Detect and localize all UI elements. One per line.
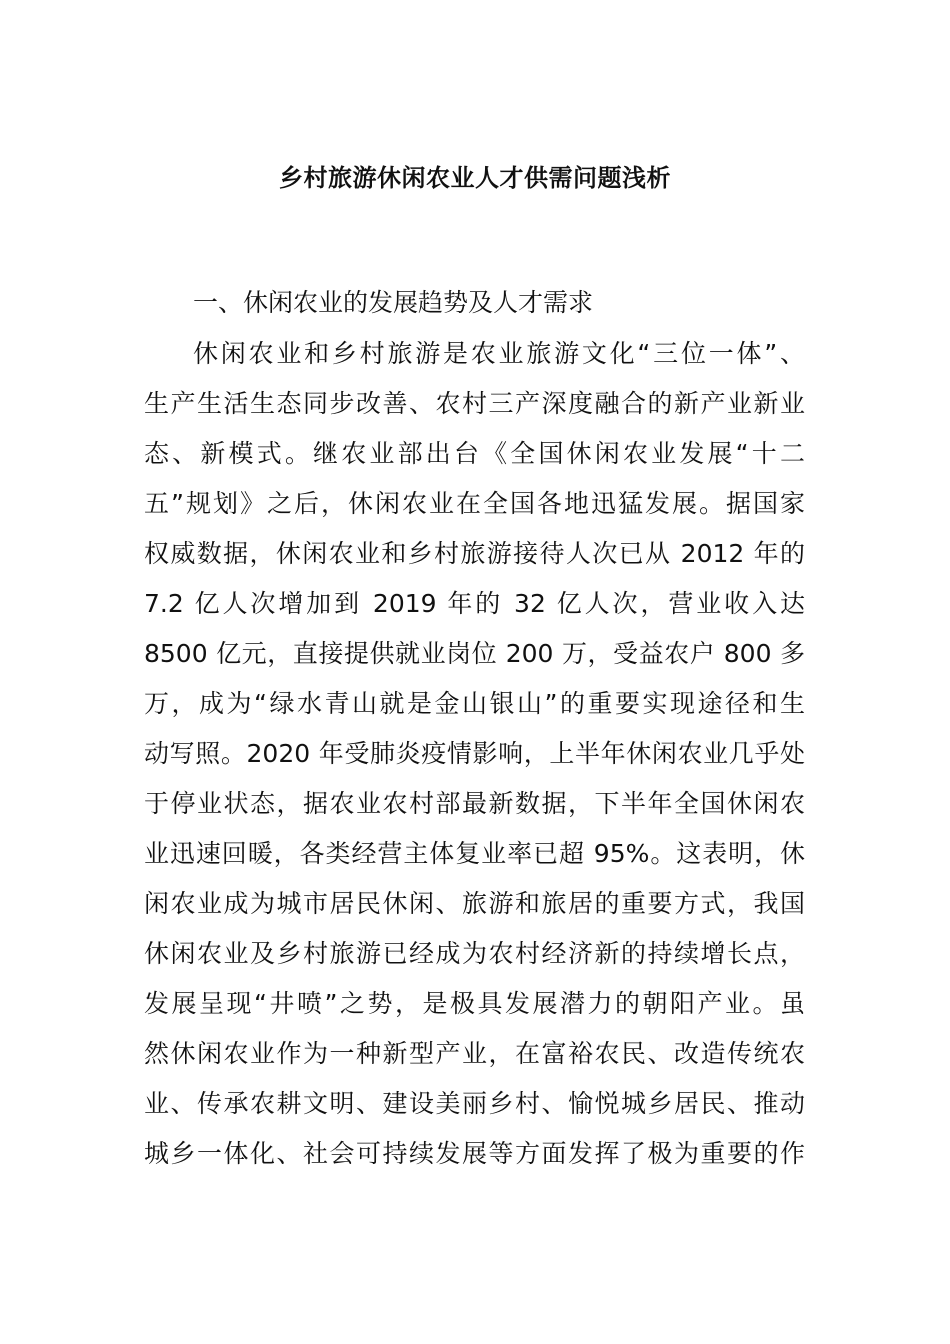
paragraph-line: 于停业状态，据农业农村部最新数据，下半年全国休闲农 (144, 789, 805, 818)
section-heading: 一、休闲农业的发展趋势及人才需求 (193, 288, 594, 317)
paragraph-line: 休闲农业及乡村旅游已经成为农村经济新的持续增长点， (144, 939, 805, 968)
document-title: 乡村旅游休闲农业人才供需问题浅析 (279, 164, 671, 192)
paragraph-line: 休闲农业和乡村旅游是农业旅游文化“三位一体”、 (193, 339, 805, 368)
paragraph-line: 动写照。2020 年受肺炎疫情影响，上半年休闲农业几乎处 (144, 739, 805, 768)
paragraph-line: 发展呈现“井喷”之势，是极具发展潜力的朝阳产业。虽 (144, 989, 805, 1018)
paragraph-line: 生产生活生态同步改善、农村三产深度融合的新产业新业 (144, 389, 805, 418)
paragraph-line: 万，成为“绿水青山就是金山银山”的重要实现途径和生 (144, 689, 805, 718)
paragraph-line: 业迅速回暖，各类经营主体复业率已超 95%。这表明，休 (144, 839, 805, 868)
paragraph-line: 权威数据，休闲农业和乡村旅游接待人次已从 2012 年的 (144, 539, 805, 568)
paragraph-line: 业、传承农耕文明、建设美丽乡村、愉悦城乡居民、推动 (144, 1089, 805, 1118)
paragraph-line: 然休闲农业作为一种新型产业，在富裕农民、改造传统农 (144, 1039, 805, 1068)
paragraph-line: 态、新模式。继农业部出台《全国休闲农业发展“十二 (144, 439, 805, 468)
paragraph-line: 8500 亿元，直接提供就业岗位 200 万，受益农户 800 多 (144, 639, 805, 668)
paragraph-line: 城乡一体化、社会可持续发展等方面发挥了极为重要的作 (144, 1139, 805, 1168)
paragraph-line: 闲农业成为城市居民休闲、旅游和旅居的重要方式，我国 (144, 889, 805, 918)
paragraph-line: 7.2 亿人次增加到 2019 年的 32 亿人次，营业收入达 (144, 589, 805, 618)
paragraph-line: 五”规划》之后，休闲农业在全国各地迅猛发展。据国家 (144, 489, 805, 518)
